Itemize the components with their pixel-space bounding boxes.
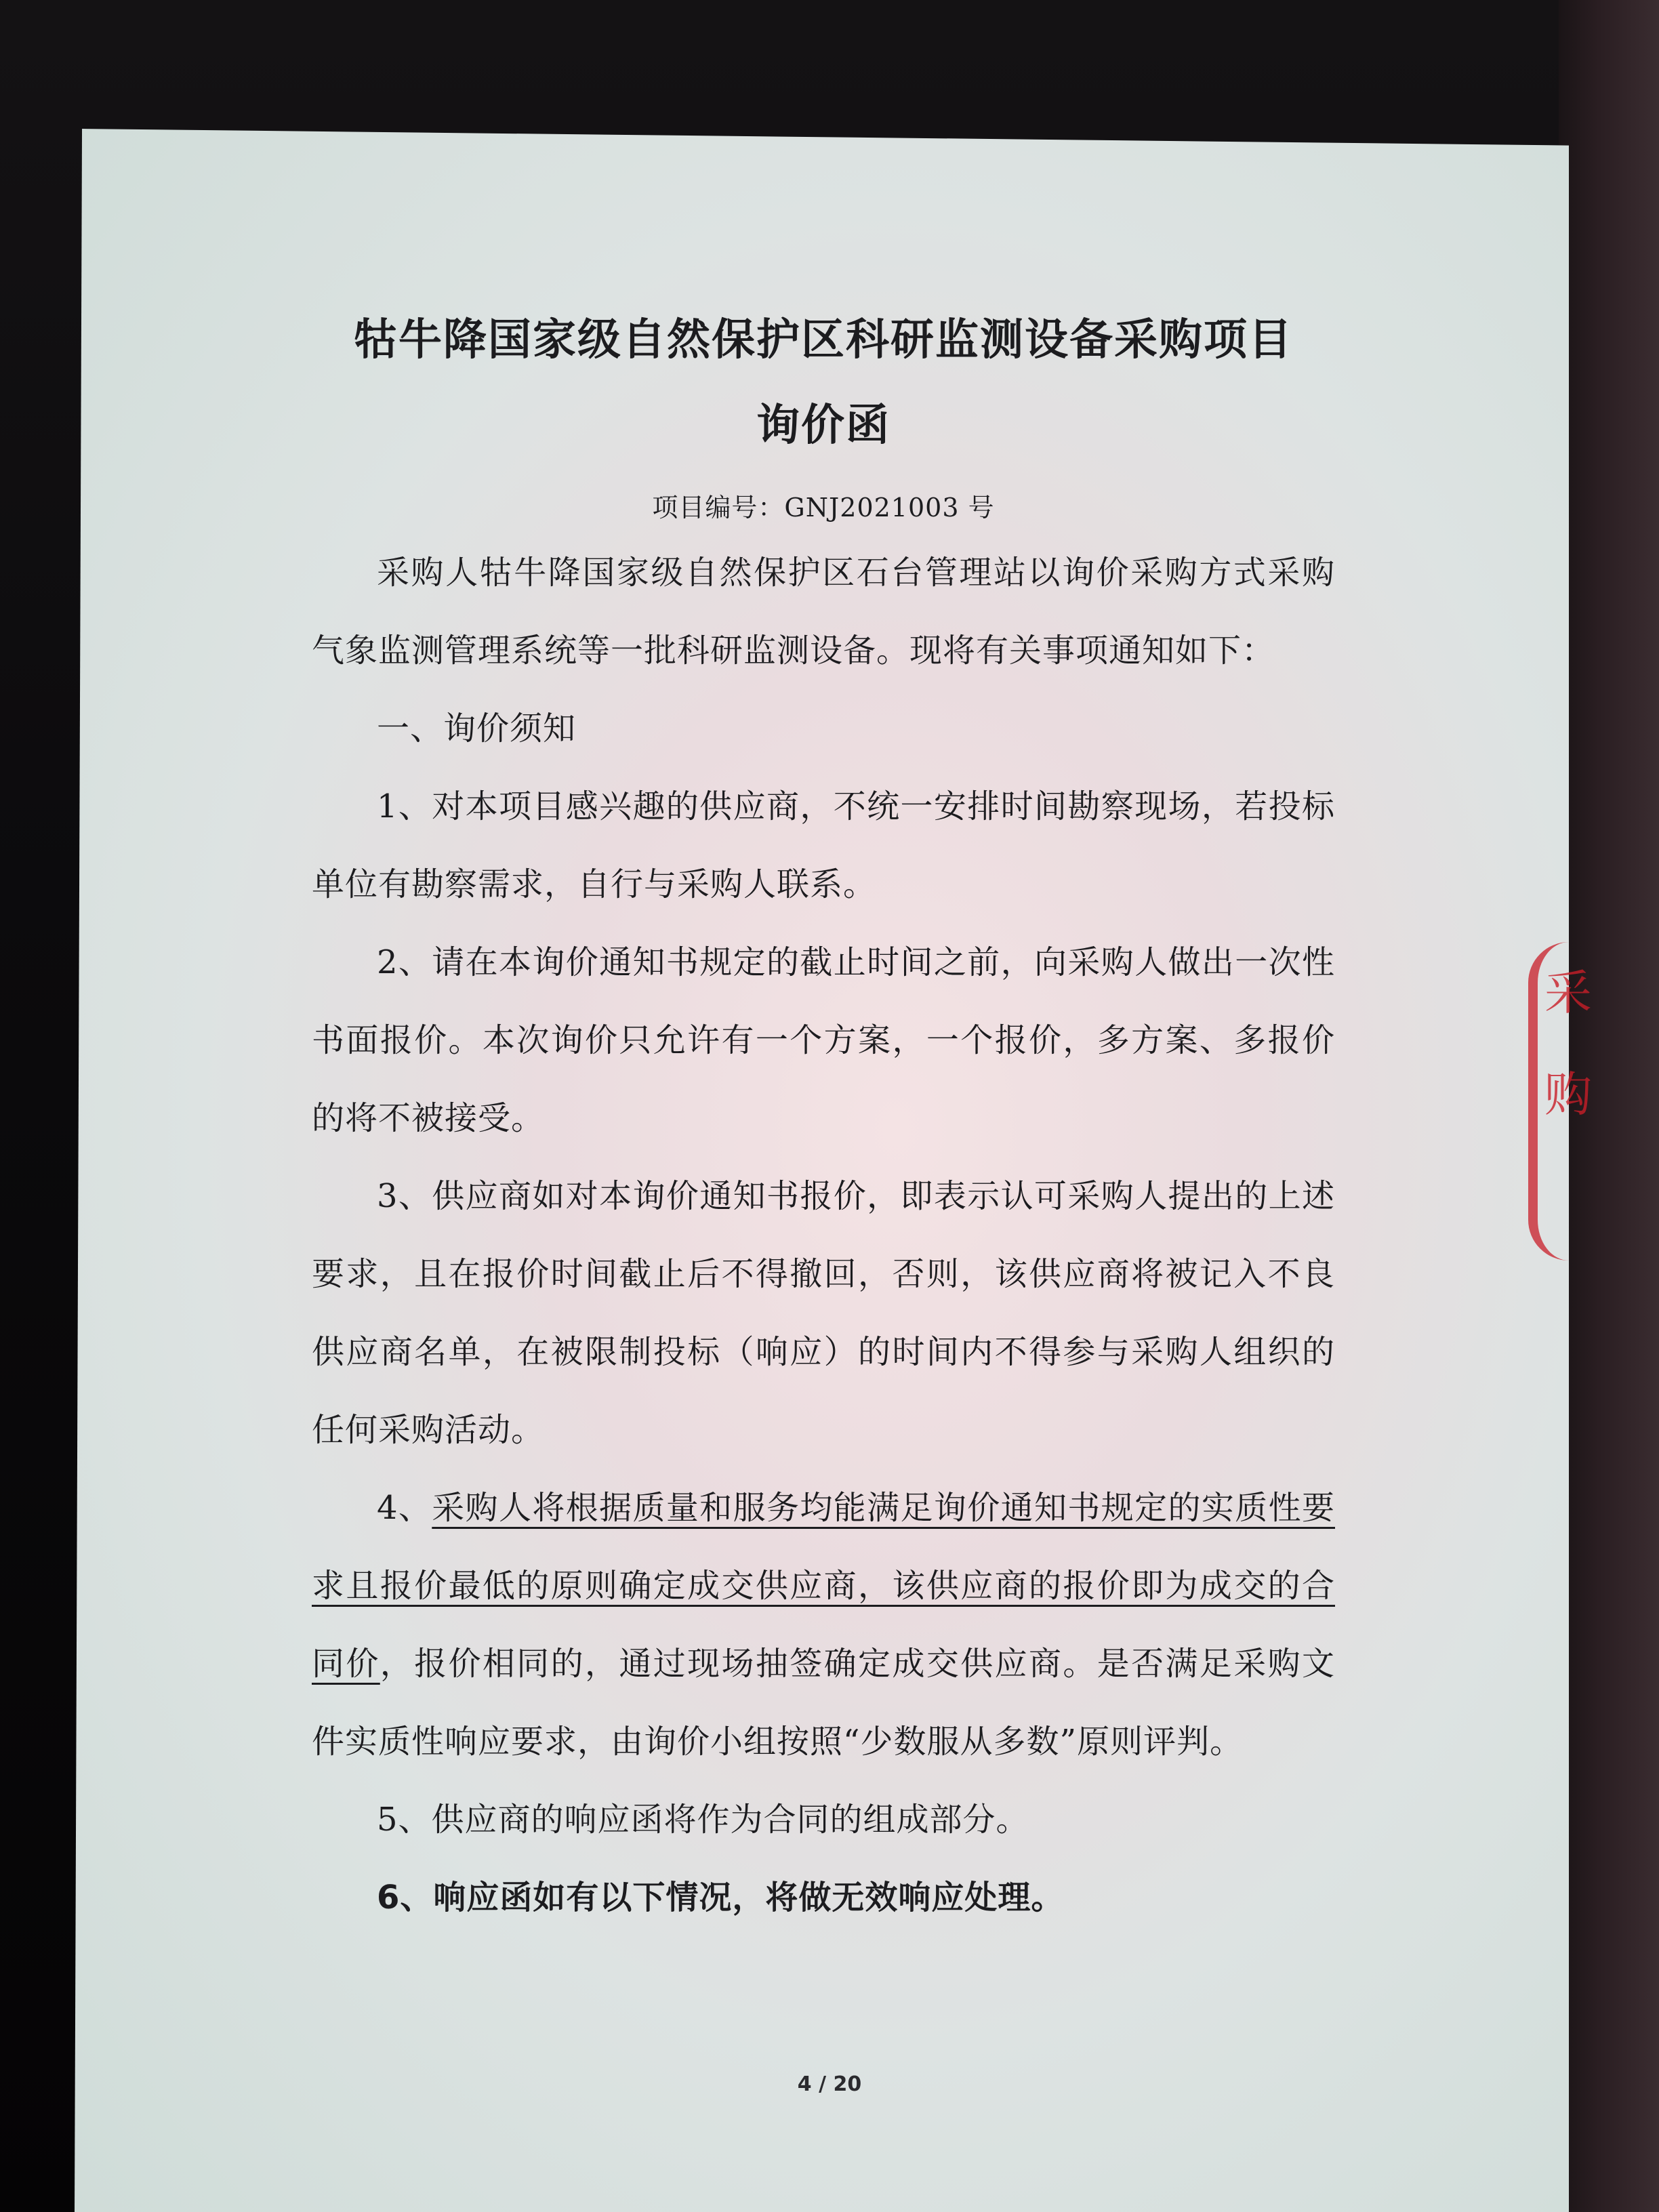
- seal-text: 采购: [1544, 965, 1592, 1122]
- item-4: [312, 1469, 1335, 1781]
- document-title-line1: 牯牛降国家级自然保护区科研监测设备采购项目: [354, 315, 1293, 365]
- item-3: 3、供应商如对本询价通知书报价，即表示认可采购人提出的上述要求，且在报价时间截止后不得撤回，否则，该供应商将被记入不良供应商名单，在被限制投标（响应）的时间内不得参与采购人组织的任何采购活动。: [312, 1177, 1335, 1449]
- item-4-prefix: 4、: [377, 1489, 432, 1527]
- item-4-underlined-text: 采购人将根据质量和服务均能满足询价通知书规定的实质性要求且报价最低的原则确定成交供应商，该供应商的报价即为成交的合同价: [312, 1489, 1335, 1683]
- page-number: 4 / 20: [797, 2072, 862, 2096]
- item-4-rest: ，报价相同的，通过现场抽签确定成交供应商。是否满足采购文件实质性响应要求，由询价小组按照“少数服从多数”原则评判。: [312, 1645, 1335, 1761]
- document-body: [312, 291, 1335, 1937]
- intro-paragraph: 采购人牯牛降国家级自然保护区石台管理站以询价采购方式采购气象监测管理系统等一批科研监测设备。现将有关事项通知如下：: [312, 554, 1335, 670]
- item-6: 6、响应函如有以下情况，将做无效响应处理。: [377, 1879, 1065, 1917]
- project-number: 项目编号：GNJ2021003 号: [652, 493, 995, 523]
- red-seal-stamp: [1528, 942, 1599, 1261]
- document-title-line2: 询价函: [756, 401, 890, 451]
- item-2: 2、请在本询价通知书规定的截止时间之前，向采购人做出一次性书面报价。本次询价只允许有一个方案，一个报价，多方案、多报价的将不被接受。: [312, 943, 1335, 1137]
- item-5: 5、供应商的响应函将作为合同的组成部分。: [377, 1801, 1029, 1839]
- item-1: 1、对本项目感兴趣的供应商，不统一安排时间勘察现场，若投标单位有勘察需求，自行与采购人联系。: [312, 787, 1335, 903]
- section-heading: 一、询价须知: [377, 710, 577, 747]
